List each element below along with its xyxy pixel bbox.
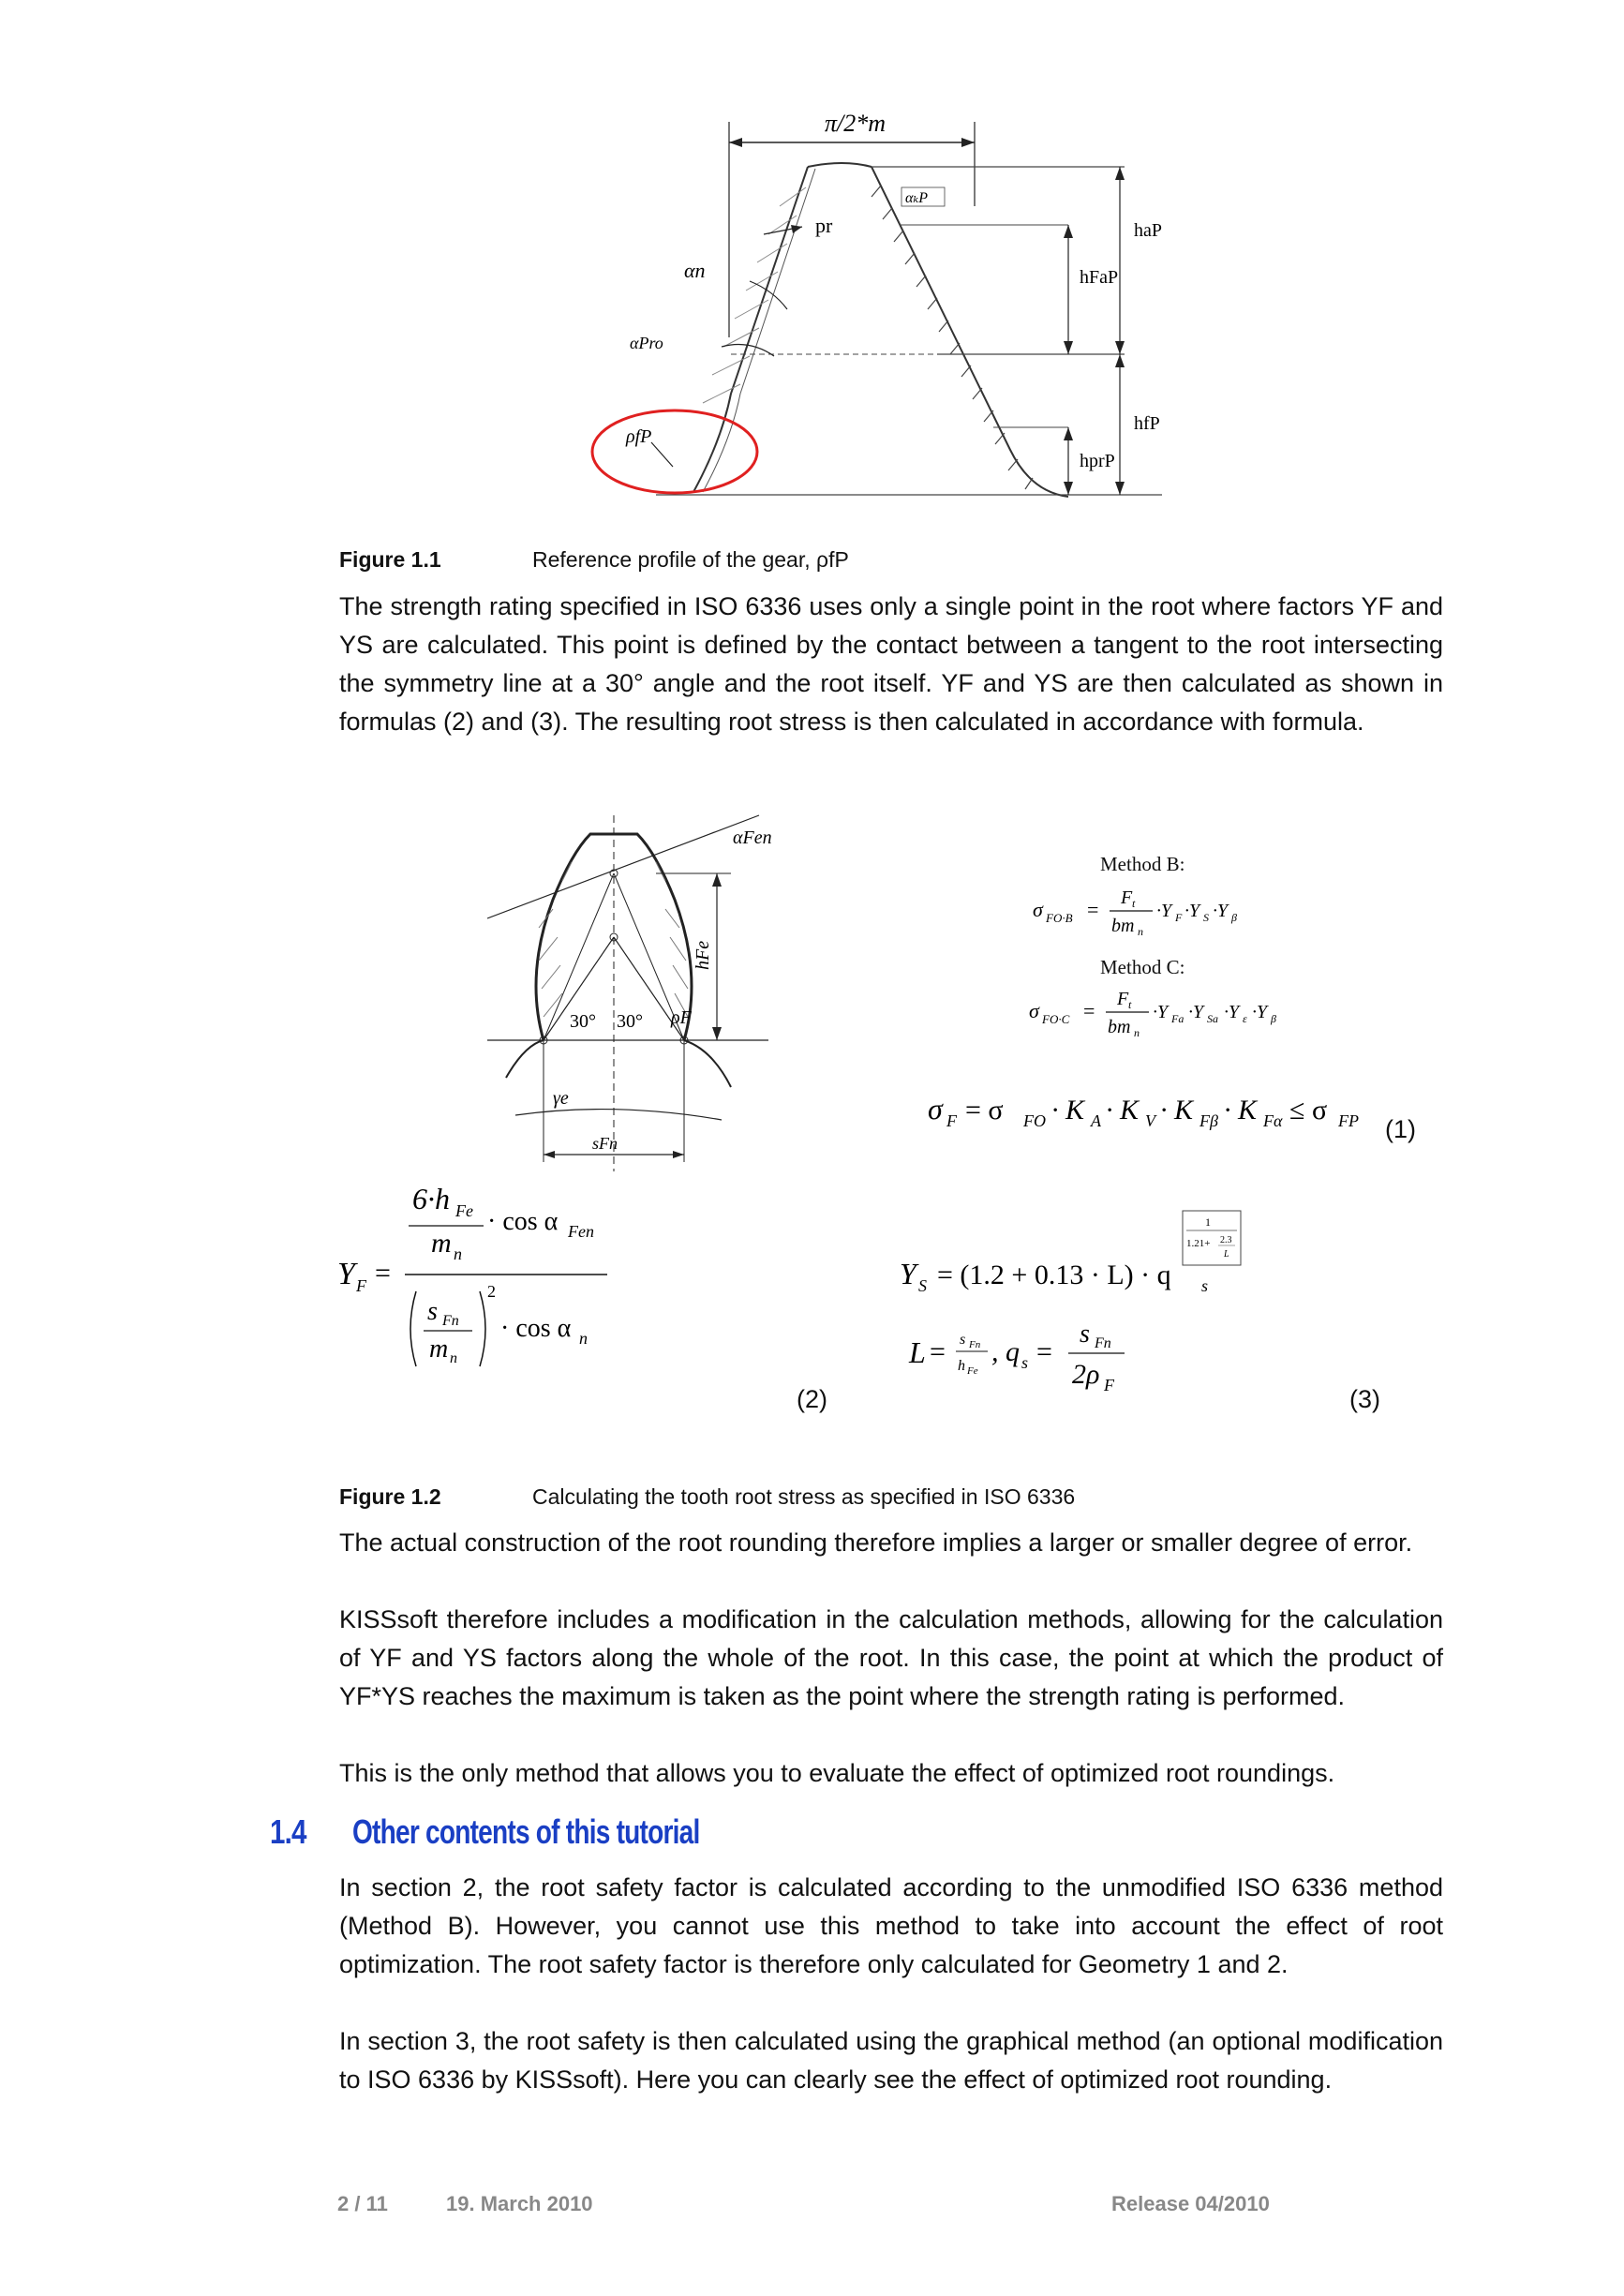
rho-f-label: ρF: [671, 1007, 692, 1028]
svg-text:Y: Y: [900, 1257, 916, 1290]
svg-text:A: A: [1091, 1111, 1101, 1130]
svg-text:s: s: [427, 1297, 438, 1326]
svg-text:·Y: ·Y: [1184, 901, 1200, 921]
h-fp-label: hfP: [1134, 413, 1160, 434]
svg-text:=: =: [375, 1258, 391, 1289]
svg-text:S: S: [918, 1276, 927, 1295]
svg-text:·Y: ·Y: [1153, 1002, 1169, 1022]
paragraph-strength-rating: The strength rating specified in ISO 6336 uses only a single point in the root where factors YF and YS are calculated. This point is defined by the contact between a tangent to the root intersecting the symmetry line at a 30° angle and the root itself. YF and YS are then calculated as shown in formulas (2) and (3). The resulting root stress is then calculated in accordance with formula.: [339, 592, 1443, 736]
svg-text:· K: · K: [1160, 1095, 1194, 1126]
svg-text:s: s: [1201, 1276, 1209, 1295]
figure-1-1-label: Figure 1.1: [339, 547, 441, 572]
equation-1-number: (1): [1385, 1115, 1416, 1143]
svg-text:· K: · K: [1224, 1095, 1258, 1126]
s-fn-label: sFn: [592, 1134, 618, 1153]
svg-text:Fe: Fe: [455, 1201, 473, 1220]
svg-text:1.21+: 1.21+: [1186, 1238, 1211, 1249]
svg-text:Fn: Fn: [1095, 1335, 1111, 1351]
alpha-n-label: αn: [684, 259, 706, 282]
figure-1-1-caption: [339, 547, 441, 573]
svg-text:FO·C: FO·C: [1042, 1012, 1070, 1026]
svg-text:bm: bm: [1111, 916, 1135, 936]
svg-text:Fα: Fα: [1263, 1111, 1283, 1130]
equation-2-number: (2): [797, 1385, 827, 1413]
svg-text:n: n: [454, 1245, 462, 1263]
pr-label: pr: [815, 214, 833, 237]
svg-text:=: =: [1036, 1336, 1052, 1367]
svg-text:L: L: [1224, 1249, 1229, 1260]
pi-half-m-label: π/2*m: [825, 110, 886, 137]
svg-text:F: F: [356, 1276, 366, 1295]
method-c-label: Method C:: [1100, 956, 1185, 978]
equation-3: [896, 1205, 1271, 1393]
svg-text:·Y: ·Y: [1252, 1002, 1268, 1022]
paragraph-section-2: In section 2, the root safety factor is calculated according to the unmodified ISO 6336 method (Method B). However, you cannot use this method to take into account the effect of root optimization. The root safety factor is therefore only calculated for Geometry 1 and 2.: [339, 1873, 1443, 1978]
gamma-e-label: γe: [553, 1088, 569, 1109]
paragraph-section-3: In section 3, the root safety is then calculated using the graphical method (an optional modification to ISO 6336 by KISSsoft). Here you can clearly see the effect of optimized root rounding.: [339, 2027, 1443, 2094]
svg-text:n: n: [1138, 925, 1143, 938]
figure-1-2-text: Calculating the tooth root stress as specified in ISO 6336: [532, 1484, 1076, 1509]
section-number: 1.4: [270, 1812, 306, 1851]
footer-page-number: 2 / 11: [337, 2192, 388, 2215]
svg-text:ε: ε: [1243, 1012, 1247, 1025]
equation-1: [918, 1078, 1406, 1143]
svg-text:2ρ: 2ρ: [1072, 1359, 1100, 1390]
method-b-label: Method B:: [1100, 853, 1185, 875]
svg-text:F: F: [1104, 1376, 1114, 1393]
svg-text:·Y: ·Y: [1213, 901, 1229, 921]
svg-text:F: F: [1117, 989, 1129, 1009]
svg-text:s: s: [1080, 1319, 1090, 1349]
svg-text:, q: , q: [991, 1336, 1020, 1367]
figure-1-1-caption-text-wrap: [532, 547, 849, 573]
rho-fp-label: ρfP: [626, 426, 652, 447]
svg-text:n: n: [579, 1329, 588, 1348]
paragraph-only-method: This is the only method that allows you to evaluate the effect of optimized root roundings.: [339, 1759, 1335, 1787]
figure-1-2-caption-text-wrap: [532, 1484, 1075, 1510]
svg-text:m: m: [429, 1334, 449, 1364]
svg-text:≤ σ: ≤ σ: [1289, 1095, 1328, 1126]
tooth-root-diagram: [487, 806, 797, 1181]
svg-text:=: =: [1083, 999, 1095, 1022]
method-b-formula: [1031, 879, 1274, 945]
thirty-deg-right-label: 30°: [617, 1011, 643, 1032]
svg-text:FO: FO: [1023, 1111, 1046, 1130]
figure-1-2-caption: [339, 1484, 441, 1510]
svg-text:bm: bm: [1108, 1017, 1131, 1037]
svg-text:Fβ: Fβ: [1199, 1111, 1218, 1130]
svg-text:s: s: [960, 1332, 966, 1348]
svg-text:σ: σ: [1029, 999, 1039, 1022]
svg-text:n: n: [1134, 1026, 1140, 1039]
svg-text:σ: σ: [1033, 898, 1043, 921]
svg-text:Fe: Fe: [967, 1365, 978, 1377]
svg-text:Fn: Fn: [969, 1339, 981, 1350]
footer-release: Release 04/2010: [1111, 2192, 1270, 2215]
svg-text:s: s: [1021, 1353, 1029, 1372]
footer-date: 19. March 2010: [446, 2192, 593, 2215]
figure-1-1-text: Reference profile of the gear, ρfP: [532, 547, 849, 572]
svg-text:Fa: Fa: [1171, 1012, 1184, 1025]
svg-text:h: h: [958, 1358, 965, 1374]
svg-text:σ: σ: [928, 1092, 943, 1126]
svg-text:· K: · K: [1051, 1095, 1085, 1126]
rho-fp-highlight-circle: [592, 410, 757, 493]
h-prp-label: hprP: [1080, 451, 1115, 471]
svg-text:2.3: 2.3: [1220, 1235, 1232, 1245]
equation-2: [334, 1171, 633, 1387]
h-ap-label: haP: [1134, 220, 1162, 241]
svg-text:·Y: ·Y: [1156, 901, 1172, 921]
svg-text:n: n: [450, 1350, 457, 1366]
svg-text:1: 1: [1205, 1215, 1211, 1229]
svg-text:Sa: Sa: [1207, 1012, 1218, 1025]
svg-text:F: F: [1121, 887, 1133, 908]
svg-text:t: t: [1132, 897, 1136, 910]
svg-text:Fn: Fn: [442, 1313, 459, 1329]
svg-text:6·h: 6·h: [412, 1182, 450, 1215]
svg-text:= σ: = σ: [965, 1095, 1004, 1126]
svg-text:F: F: [946, 1111, 957, 1130]
svg-text:· cos α: · cos α: [487, 1207, 559, 1236]
h-fe-label: hFe: [693, 940, 713, 970]
alpha-p-label: αₖP: [905, 190, 929, 206]
svg-text:β: β: [1231, 911, 1237, 924]
svg-text:· K: · K: [1106, 1095, 1140, 1126]
h-fap-label: hFaP: [1080, 267, 1119, 288]
svg-text:= (1.2 + 0.13 · L) · q: = (1.2 + 0.13 · L) · q: [937, 1260, 1171, 1290]
method-c-formula: [1027, 980, 1327, 1046]
figure-1-2-label: Figure 1.2: [339, 1484, 441, 1509]
svg-text:·Y: ·Y: [1224, 1002, 1240, 1022]
svg-text:S: S: [1203, 911, 1209, 924]
thirty-deg-left-label: 30°: [570, 1011, 596, 1032]
alpha-pro-label: αPro: [630, 334, 663, 352]
svg-text:·Y: ·Y: [1188, 1002, 1204, 1022]
svg-text:=: =: [1087, 898, 1099, 921]
svg-text:FO·B: FO·B: [1046, 911, 1073, 925]
svg-text:β: β: [1271, 1012, 1276, 1025]
svg-text:=: =: [930, 1336, 946, 1367]
svg-text:t: t: [1128, 998, 1132, 1011]
svg-text:Y: Y: [337, 1257, 355, 1291]
equation-3-number: (3): [1349, 1385, 1380, 1413]
reference-profile-figure: [562, 94, 1274, 506]
svg-text:Fen: Fen: [568, 1222, 594, 1241]
svg-text:F: F: [1175, 911, 1183, 924]
svg-text:· cos α: · cos α: [500, 1314, 572, 1343]
svg-text:2: 2: [487, 1282, 496, 1301]
svg-text:m: m: [431, 1228, 452, 1259]
paragraph-kisssoft-modification: KISSsoft therefore includes a modification in the calculation methods, allowing for the calculation of YF and YS factors along the whole of the root. In this case, the point at which the product of YF*YS reaches the maximum is taken as the point where the strength rating is performed.: [339, 1605, 1443, 1710]
section-title: Other contents of this tutorial: [352, 1812, 700, 1851]
svg-text:L: L: [909, 1335, 926, 1369]
alpha-fen-label: αFen: [733, 827, 772, 848]
svg-text:V: V: [1145, 1111, 1155, 1130]
paragraph-root-rounding-error: The actual construction of the root rounding therefore implies a larger or smaller degree of error.: [339, 1528, 1413, 1557]
svg-text:FP: FP: [1338, 1111, 1359, 1130]
